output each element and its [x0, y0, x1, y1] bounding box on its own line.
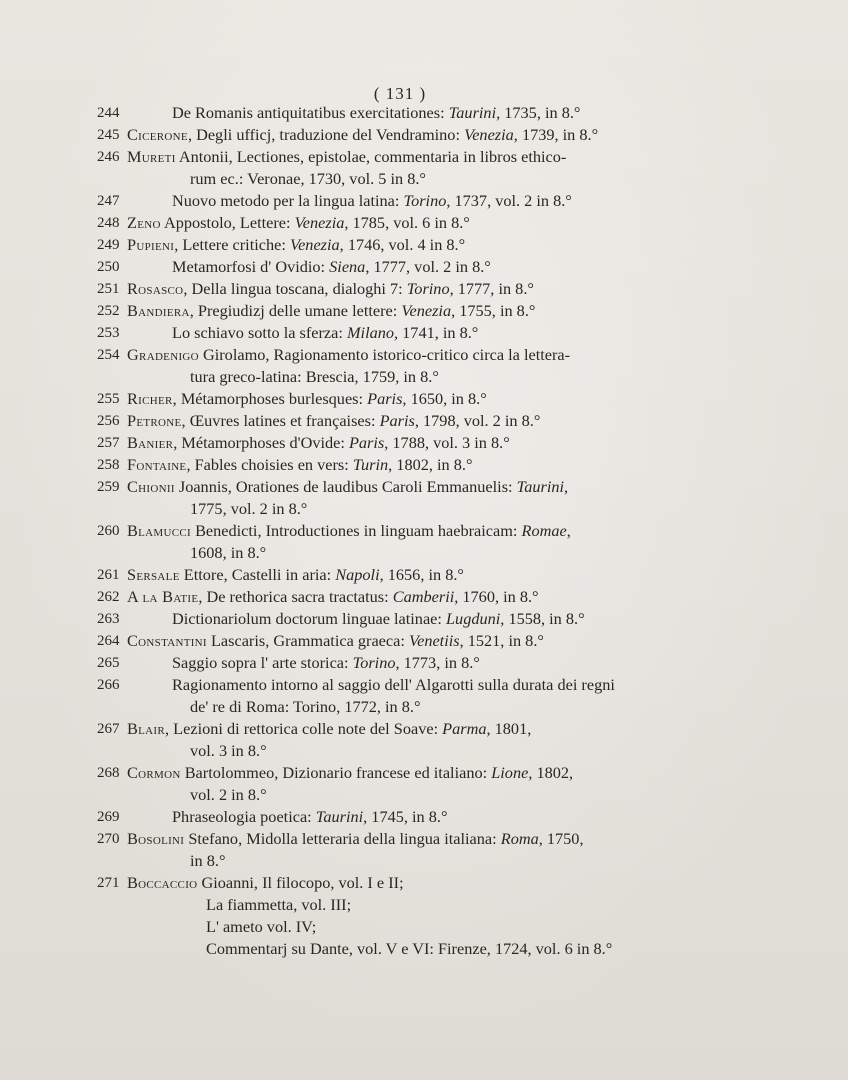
- entry-first-line: [127, 872, 691, 894]
- publication-place: Milano: [346, 323, 395, 342]
- author-name: Bandiera: [127, 301, 190, 320]
- author-name: Fontaine: [127, 455, 187, 474]
- entry-first-line: [127, 586, 691, 608]
- entry-first-line: [127, 674, 691, 696]
- publication-details: , 1802,: [528, 763, 574, 782]
- entry-number: 246: [97, 149, 120, 165]
- catalog-entry: [97, 256, 691, 278]
- publication-details: , 1735, in 8.°: [496, 103, 581, 122]
- catalog-entry: [97, 190, 691, 212]
- catalog-entry: [97, 564, 691, 586]
- publication-place: Venezia: [289, 235, 340, 254]
- publication-place: Venezia: [294, 213, 345, 232]
- author-name: Gradenigo: [127, 345, 199, 364]
- catalog-entry: [97, 586, 691, 608]
- entry-number: 257: [97, 435, 120, 451]
- entry-title: Appostolo, Lettere:: [163, 213, 291, 232]
- entry-number: 267: [97, 721, 120, 737]
- publication-place: Taurini: [448, 103, 497, 122]
- publication-place: Turin: [352, 455, 389, 474]
- publication-details: ,: [564, 477, 569, 496]
- publication-details: , 1798, vol. 2 in 8.°: [414, 411, 541, 430]
- catalog-entry: [97, 718, 691, 762]
- entry-number: 265: [97, 655, 120, 671]
- entry-first-line: [127, 806, 691, 828]
- catalog-entry: [97, 762, 691, 806]
- entry-title: Antonii, Lectiones, epistolae, commentaria in libros ethico-: [178, 147, 567, 166]
- entry-continuation-line: rum ec.: Veronae, 1730, vol. 5 in 8.°: [190, 169, 426, 188]
- entry-title: Girolamo, Ragionamento istorico-critico circa la lettera-: [202, 345, 571, 364]
- entry-first-line: [127, 630, 691, 652]
- entry-number: 248: [97, 215, 120, 231]
- entry-first-line: [127, 212, 691, 234]
- publication-place: Roma: [500, 829, 539, 848]
- entry-title: Saggio sopra l' arte storica:: [172, 653, 349, 672]
- entry-title: , Degli ufficj, traduzione del Vendramino:: [187, 125, 460, 144]
- publication-details: , 1737, vol. 2 in 8.°: [446, 191, 572, 210]
- catalog-entry: [97, 146, 691, 190]
- publication-place: Siena: [329, 257, 366, 276]
- entry-number: 268: [97, 765, 120, 781]
- catalog-entry: [97, 872, 691, 960]
- catalog-entry: [97, 124, 691, 146]
- entry-title: Metamorfosi d' Ovidio:: [172, 257, 326, 276]
- entry-first-line: [127, 608, 691, 630]
- entry-title: , Lettere critiche:: [174, 235, 286, 254]
- author-name: Richer: [127, 389, 173, 408]
- entry-first-line: [127, 388, 691, 410]
- entry-continuation-line: tura greco-latina: Brescia, 1759, in 8.°: [190, 367, 439, 386]
- catalog-entry: [97, 300, 691, 322]
- publication-place: Napoli: [335, 565, 380, 584]
- entry-number: 270: [97, 831, 120, 847]
- entry-continuation-line: 1775, vol. 2 in 8.°: [190, 499, 308, 518]
- publication-details: , 1650, in 8.°: [402, 389, 487, 408]
- publication-place: Lione: [491, 763, 529, 782]
- entry-number: 247: [97, 193, 120, 209]
- publication-place: Taurini: [516, 477, 565, 496]
- publication-details: , 1785, vol. 6 in 8.°: [344, 213, 470, 232]
- entry-title: Ragionamento intorno al saggio dell' Algarotti sulla durata dei regni: [172, 675, 615, 694]
- publication-details: , 1773, in 8.°: [395, 653, 480, 672]
- entry-continuation-line: vol. 2 in 8.°: [190, 785, 267, 804]
- entry-title: , Della lingua toscana, dialoghi 7:: [183, 279, 403, 298]
- entry-number: 250: [97, 259, 120, 275]
- entry-first-line: [127, 344, 691, 366]
- publication-details: , 1746, vol. 4 in 8.°: [339, 235, 466, 254]
- catalog-entry: [97, 476, 691, 520]
- author-name: A la Batie: [127, 587, 199, 606]
- publication-details: , 1739, in 8.°: [513, 125, 599, 144]
- entry-title: Stefano, Midolla letteraria della lingua italiana:: [188, 829, 497, 848]
- author-name: Bosolini: [127, 829, 185, 848]
- entry-first-line: [127, 190, 691, 212]
- entry-continuation-line: in 8.°: [190, 851, 226, 870]
- entry-continuation-line: vol. 3 in 8.°: [190, 741, 267, 760]
- entry-continuation-line: La fiammetta, vol. III;: [206, 895, 352, 914]
- catalog-entry: [97, 828, 691, 872]
- entry-number: 252: [97, 303, 120, 319]
- entry-first-line: [127, 564, 691, 586]
- publication-place: Venetiis: [408, 631, 460, 650]
- author-name: Blair: [127, 719, 166, 738]
- entry-number: 259: [97, 479, 120, 495]
- publication-place: Venezia: [401, 301, 452, 320]
- author-name: Cicerone: [127, 125, 188, 144]
- entry-first-line: [127, 410, 691, 432]
- entry-title: Ettore, Castelli in aria:: [183, 565, 332, 584]
- publication-details: , 1741, in 8.°: [394, 323, 479, 342]
- entry-title: , Métamorphoses d'Ovide:: [173, 433, 345, 452]
- catalog-entry: [97, 652, 691, 674]
- author-name: Sersale: [127, 565, 180, 584]
- publication-details: , 1521, in 8.°: [459, 631, 544, 650]
- catalog-entry: [97, 278, 691, 300]
- catalog-entry: [97, 102, 691, 124]
- publication-details: , 1558, in 8.°: [500, 609, 585, 628]
- entry-first-line: [127, 300, 691, 322]
- entry-title: De Romanis antiquitatibus exercitationes:: [172, 103, 445, 122]
- entry-title: , De rethorica sacra tractatus:: [198, 587, 389, 606]
- entry-first-line: [127, 828, 691, 850]
- entry-first-line: [127, 234, 691, 256]
- entry-first-line: [127, 454, 691, 476]
- entry-title: Lo schiavo sotto la sferza:: [172, 323, 343, 342]
- entry-number: 263: [97, 611, 120, 627]
- entry-number: 253: [97, 325, 120, 341]
- publication-details: , 1760, in 8.°: [454, 587, 539, 606]
- publication-details: , 1656, in 8.°: [379, 565, 464, 584]
- entry-title: Phraseologia poetica:: [172, 807, 312, 826]
- catalog-entry: [97, 344, 691, 388]
- author-name: Pupieni: [127, 235, 175, 254]
- entry-number: 264: [97, 633, 120, 649]
- entry-title: Bartolommeo, Dizionario francese ed italiano:: [184, 763, 488, 782]
- catalog-entry: [97, 454, 691, 476]
- entry-number: 269: [97, 809, 120, 825]
- entry-continuation-line: 1608, in 8.°: [190, 543, 267, 562]
- entry-title: , Fables choisies en vers:: [186, 455, 349, 474]
- publication-place: Torino: [403, 191, 447, 210]
- publication-place: Paris: [348, 433, 385, 452]
- entry-number: 262: [97, 589, 120, 605]
- entry-first-line: [127, 256, 691, 278]
- catalog-entry: [97, 674, 691, 718]
- catalog-entry: [97, 212, 691, 234]
- catalog-entry-list: [0, 102, 848, 960]
- publication-place: Paris: [379, 411, 415, 430]
- entry-number: 254: [97, 347, 120, 363]
- entry-number: 251: [97, 281, 120, 297]
- entry-title: , Pregiudizj delle umane lettere:: [189, 301, 398, 320]
- publication-place: Torino: [406, 279, 450, 298]
- publication-details: , 1777, vol. 2 in 8.°: [365, 257, 491, 276]
- entry-title: , Métamorphoses burlesques:: [172, 389, 364, 408]
- entry-number: 260: [97, 523, 120, 539]
- author-name: Mureti: [127, 147, 176, 166]
- author-name: Petrone: [127, 411, 182, 430]
- entry-first-line: [127, 762, 691, 784]
- author-name: Blamucci: [127, 521, 191, 540]
- catalog-entry: [97, 630, 691, 652]
- publication-details: , 1777, in 8.°: [449, 279, 534, 298]
- publication-place: Parma: [442, 719, 487, 738]
- catalog-entry: [97, 520, 691, 564]
- catalog-entry: [97, 608, 691, 630]
- entry-number: 244: [97, 105, 120, 121]
- publication-place: Venezia: [464, 125, 514, 144]
- publication-place: Romae: [521, 521, 567, 540]
- publication-place: Lugduni: [446, 609, 501, 628]
- entry-title: Nuovo metodo per la lingua latina:: [172, 191, 400, 210]
- entry-first-line: [127, 102, 691, 124]
- publication-details: , 1788, vol. 3 in 8.°: [384, 433, 510, 452]
- entry-first-line: [127, 476, 691, 498]
- publication-place: Taurini: [315, 807, 364, 826]
- author-name: Boccaccio: [127, 873, 198, 892]
- author-name: Banier: [127, 433, 174, 452]
- catalog-entry: [97, 806, 691, 828]
- entry-first-line: [127, 278, 691, 300]
- entry-number: 266: [97, 677, 120, 693]
- publication-place: Paris: [367, 389, 403, 408]
- entry-first-line: [127, 124, 691, 146]
- publication-details: ,: [566, 521, 571, 540]
- entry-number: 271: [97, 875, 120, 891]
- publication-details: , 1750,: [538, 829, 584, 848]
- author-name: Cormon: [127, 763, 181, 782]
- entry-title: Dictionariolum doctorum linguae latinae:: [172, 609, 442, 628]
- publication-details: , 1755, in 8.°: [451, 301, 536, 320]
- entry-first-line: [127, 718, 691, 740]
- entry-first-line: [127, 520, 691, 542]
- entry-title: Lascaris, Grammatica graeca:: [210, 631, 405, 650]
- entry-number: 249: [97, 237, 120, 253]
- entry-continuation-line: Commentarj su Dante, vol. V e VI: Firenze, 1724, vol. 6 in 8.°: [206, 939, 613, 958]
- entry-first-line: [127, 146, 691, 168]
- entry-number: 255: [97, 391, 120, 407]
- entry-continuation-line: de' re di Roma: Torino, 1772, in 8.°: [190, 697, 421, 716]
- catalog-entry: [97, 234, 691, 256]
- entry-number: 245: [97, 127, 120, 143]
- catalog-entry: [97, 432, 691, 454]
- author-name: Constantini: [127, 631, 207, 650]
- publication-details: , 1802, in 8.°: [388, 455, 473, 474]
- catalog-entry: [97, 410, 691, 432]
- author-name: Rosasco: [127, 279, 184, 298]
- entry-title: , Œuvres latines et françaises:: [181, 411, 376, 430]
- entry-title: Joannis, Orationes de laudibus Caroli Emmanuelis:: [178, 477, 513, 496]
- entry-first-line: [127, 432, 691, 454]
- publication-details: , 1801,: [486, 719, 532, 738]
- author-name: Zeno: [127, 213, 161, 232]
- entry-first-line: [127, 652, 691, 674]
- publication-details: , 1745, in 8.°: [363, 807, 448, 826]
- catalog-entry: [97, 388, 691, 410]
- entry-number: 256: [97, 413, 120, 429]
- catalog-entry: [97, 322, 691, 344]
- entry-number: 258: [97, 457, 120, 473]
- entry-title: Benedicti, Introductiones in linguam haebraicam:: [195, 521, 518, 540]
- entry-title: Gioanni, Il filocopo, vol. I e II;: [201, 873, 404, 892]
- entry-first-line: [127, 322, 691, 344]
- entry-number: 261: [97, 567, 120, 583]
- entry-title: , Lezioni di rettorica colle note del Soave:: [165, 719, 439, 738]
- publication-place: Camberii: [392, 587, 455, 606]
- author-name: Chionii: [127, 477, 175, 496]
- page-number: ( 131 ): [373, 84, 427, 103]
- publication-place: Torino: [352, 653, 396, 672]
- entry-continuation-line: L' ameto vol. IV;: [206, 917, 317, 936]
